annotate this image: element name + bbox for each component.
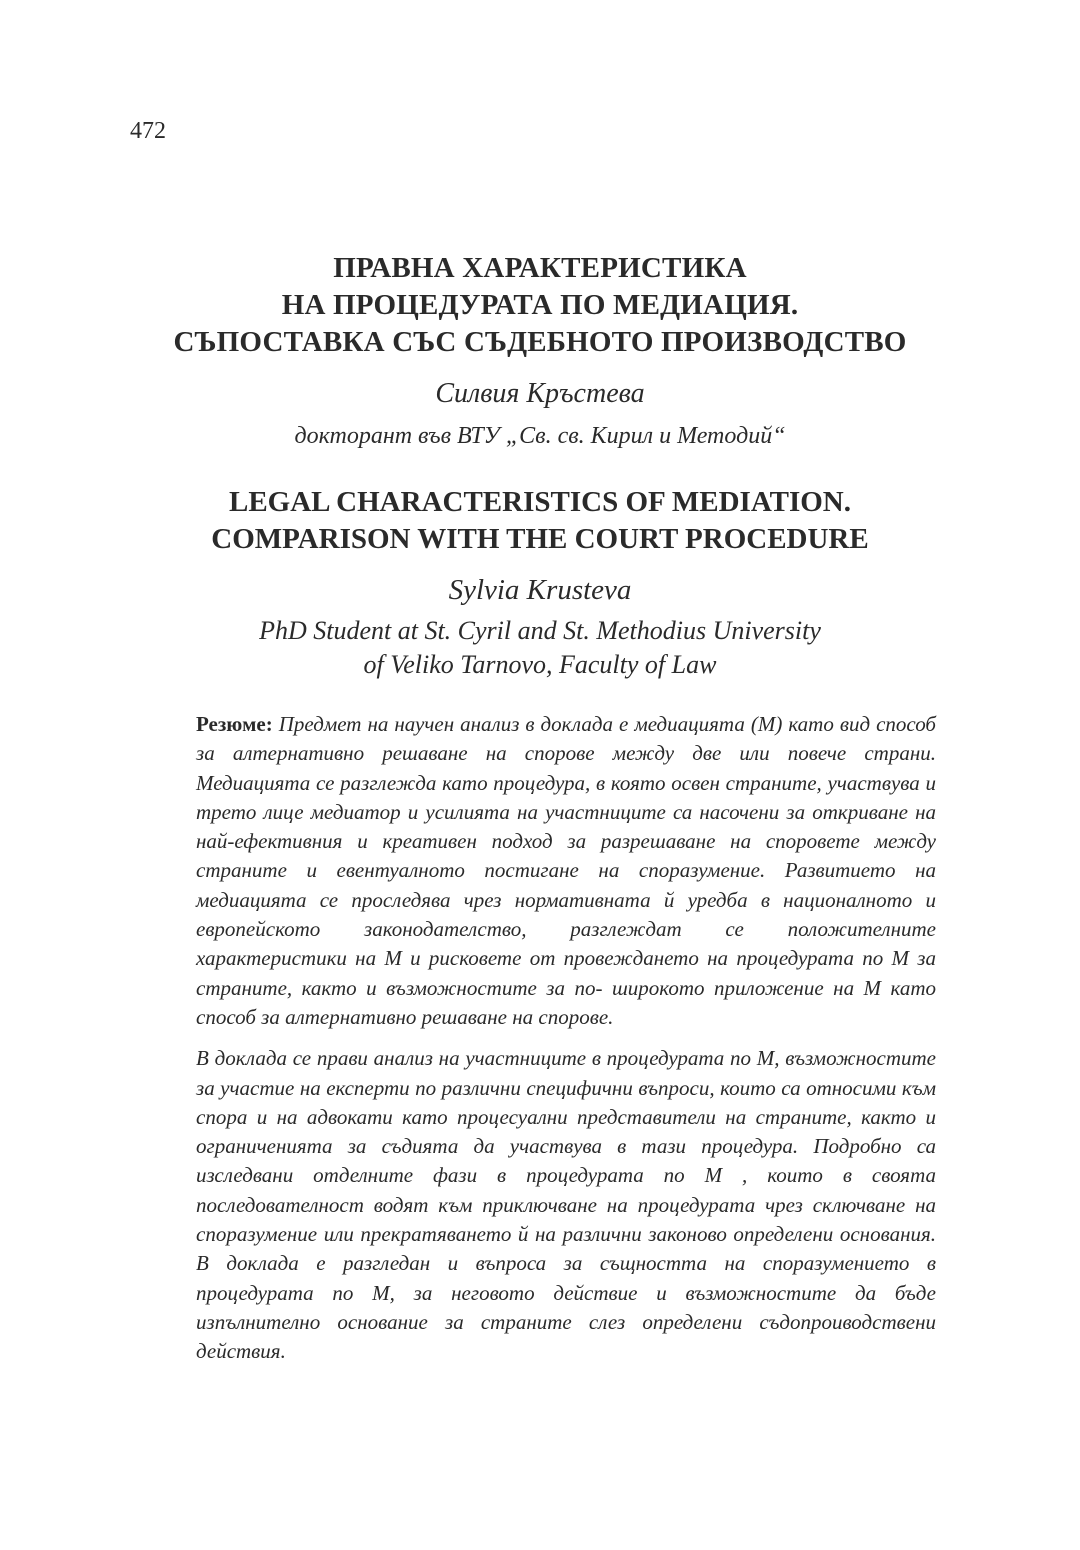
title-english xyxy=(0,484,1080,558)
title-english-line: COMPARISON WITH THE COURT PROCEDURE xyxy=(211,523,869,555)
affiliation-english-line: of Veliko Tarnovo, Faculty of Law xyxy=(363,650,717,679)
abstract-paragraph-2: В доклада се прави анализ на участниците в процедурата по М, възможностите за участие на експерти по различни специфични въпроси, които са относими към спора и на адвокати като процесуални представители на страните, както и ограниченията за съдията да участвува в тази процедура. Подробно са изследвани отделните фази в процедурата по М , които в своята последователност водят към приключване на процедурата чрез сключване на споразумение или прекратяването й на различни законово определени основания. В доклада е разгледан и въпроса за същността на споразумението в процедурата по М, за неговото действие и възможностите да бъде изпълнително основание за страните слез определени съдопроиводствени действия. xyxy=(196,1046,936,1364)
abstract xyxy=(196,710,936,1379)
abstract-paragraph-1 xyxy=(196,710,936,1032)
title-bulgarian-line: ПРАВНА ХАРАКТЕРИСТИКА xyxy=(333,252,747,284)
abstract-label: Резюме: xyxy=(196,712,273,736)
author-english: Sylvia Krusteva xyxy=(448,574,632,606)
affiliation-english-line: PhD Student at St. Cyril and St. Methodius University xyxy=(259,616,821,645)
author-bulgarian: Силвия Кръстева xyxy=(435,378,645,409)
title-bulgarian-line: СЪПОСТАВКА СЪС СЪДЕБНОТО ПРОИЗВОДСТВО xyxy=(173,326,907,358)
abstract-text-1: Предмет на научен анализ в доклада е медиацията (М) като вид способ за алтернативно решаване на спорове между две или повече страни. Медиацията се разглежда като процедура, в която освен страните, участвува и трето лице медиатор и усилията на участниците са насочени за откриване на най-ефективния и креативен подход за разрешаване на споровете между страните и евентуалното постигане на споразумение. Развитието на медиацията се проследява чрез нормативната й уредба в националното и европейското законодателство, разглеждат се положителните характеристики на М и рисковете от провеждането на процедурата по М за страните, както и възможностите за по- широкото приложение на М като способ за алтернативно решаване на спорове. xyxy=(196,712,936,1029)
title-bulgarian-line: НА ПРОЦЕДУРАТА ПО МЕДИАЦИЯ. xyxy=(281,289,799,321)
affiliation-bulgarian: докторант във ВТУ „Св. св. Кирил и Методий“ xyxy=(294,423,786,449)
affiliation-english xyxy=(0,614,1080,682)
title-english-line: LEGAL CHARACTERISTICS OF MEDIATION. xyxy=(229,486,851,518)
page-number: 472 xyxy=(130,118,166,144)
title-bulgarian xyxy=(0,250,1080,361)
